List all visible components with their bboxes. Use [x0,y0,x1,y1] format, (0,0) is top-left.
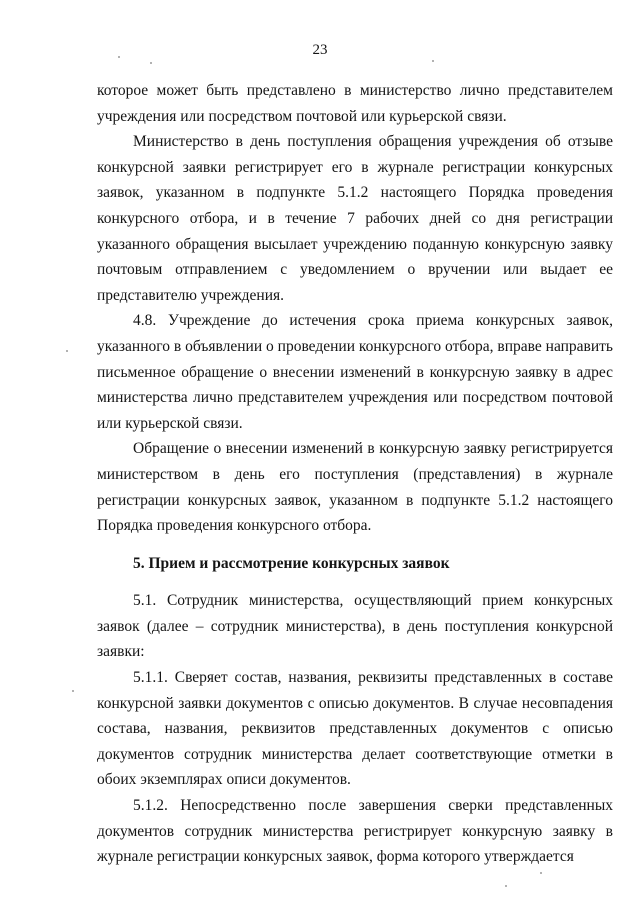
paragraph-withdrawal-registration: Министерство в день поступления обращения учреждения об отзыве конкурсной заявки регистрирует его в журнале регистрации конкурсных заявок, указанном в подпункте 5.1.2 настоящего Порядка проведения конкурсного отбора, и в течение 7 рабочих дней со дня регистрации указанного обращения высылает учреждению поданную конкурсную заявку почтовым отправлением с уведомлением о вручении или выдает ее представителю учреждения. [97,133,613,304]
scan-speck [505,885,507,887]
paragraph-5-1-2: 5.1.2. Непосредственно после завершения сверки представленных документов сотрудник министерства регистрирует конкурсную заявку в журнале регистрации конкурсных заявок, форма которого утверждается [97,797,613,866]
paragraph-5-1: 5.1. Сотрудник министерства, осуществляющий прием конкурсных заявок (далее – сотрудник министерства), в день поступления конкурсной заявки: [97,592,613,661]
paragraph-5-1-1: 5.1.1. Сверяет состав, названия, реквизиты представленных в составе конкурсной заявки документов с описью документов. В случае несовпадения состава, названия, реквизитов представленных документов с описью документов сотрудник министерства делает соответствующие отметки в обоих экземплярах описи документов. [97,669,613,789]
scan-speck [540,872,542,874]
page-number: 23 [312,42,328,58]
paragraph-4-8: 4.8. Учреждение до истечения срока приема конкурсных заявок, указанного в объявлении о проведении конкурсного отбора, вправе направить письменное обращение о внесении изменений в конкурсную заявку в адрес министерства лично представителем учреждения или посредством почтовой или курьерской связи. [97,312,613,432]
scan-speck [118,56,120,58]
scan-speck [72,690,74,692]
scan-speck [432,60,434,62]
document-body [97,78,613,870]
paragraph-continuation: которое может быть представлено в министерство лично представителем учреждения или посредством почтовой или курьерской связи. [97,82,613,125]
scan-speck [150,62,152,64]
paragraph-changes-registration: Обращение о внесении изменений в конкурсную заявку регистрируется министерством в день его поступления (представления) в журнале регистрации конкурсных заявок, указанном в подпункте 5.1.2 настоящего Порядка проведения конкурсного отбора. [97,440,613,535]
scan-speck [66,350,68,352]
section-heading-5: 5. Прием и рассмотрение конкурсных заявок [133,554,450,572]
